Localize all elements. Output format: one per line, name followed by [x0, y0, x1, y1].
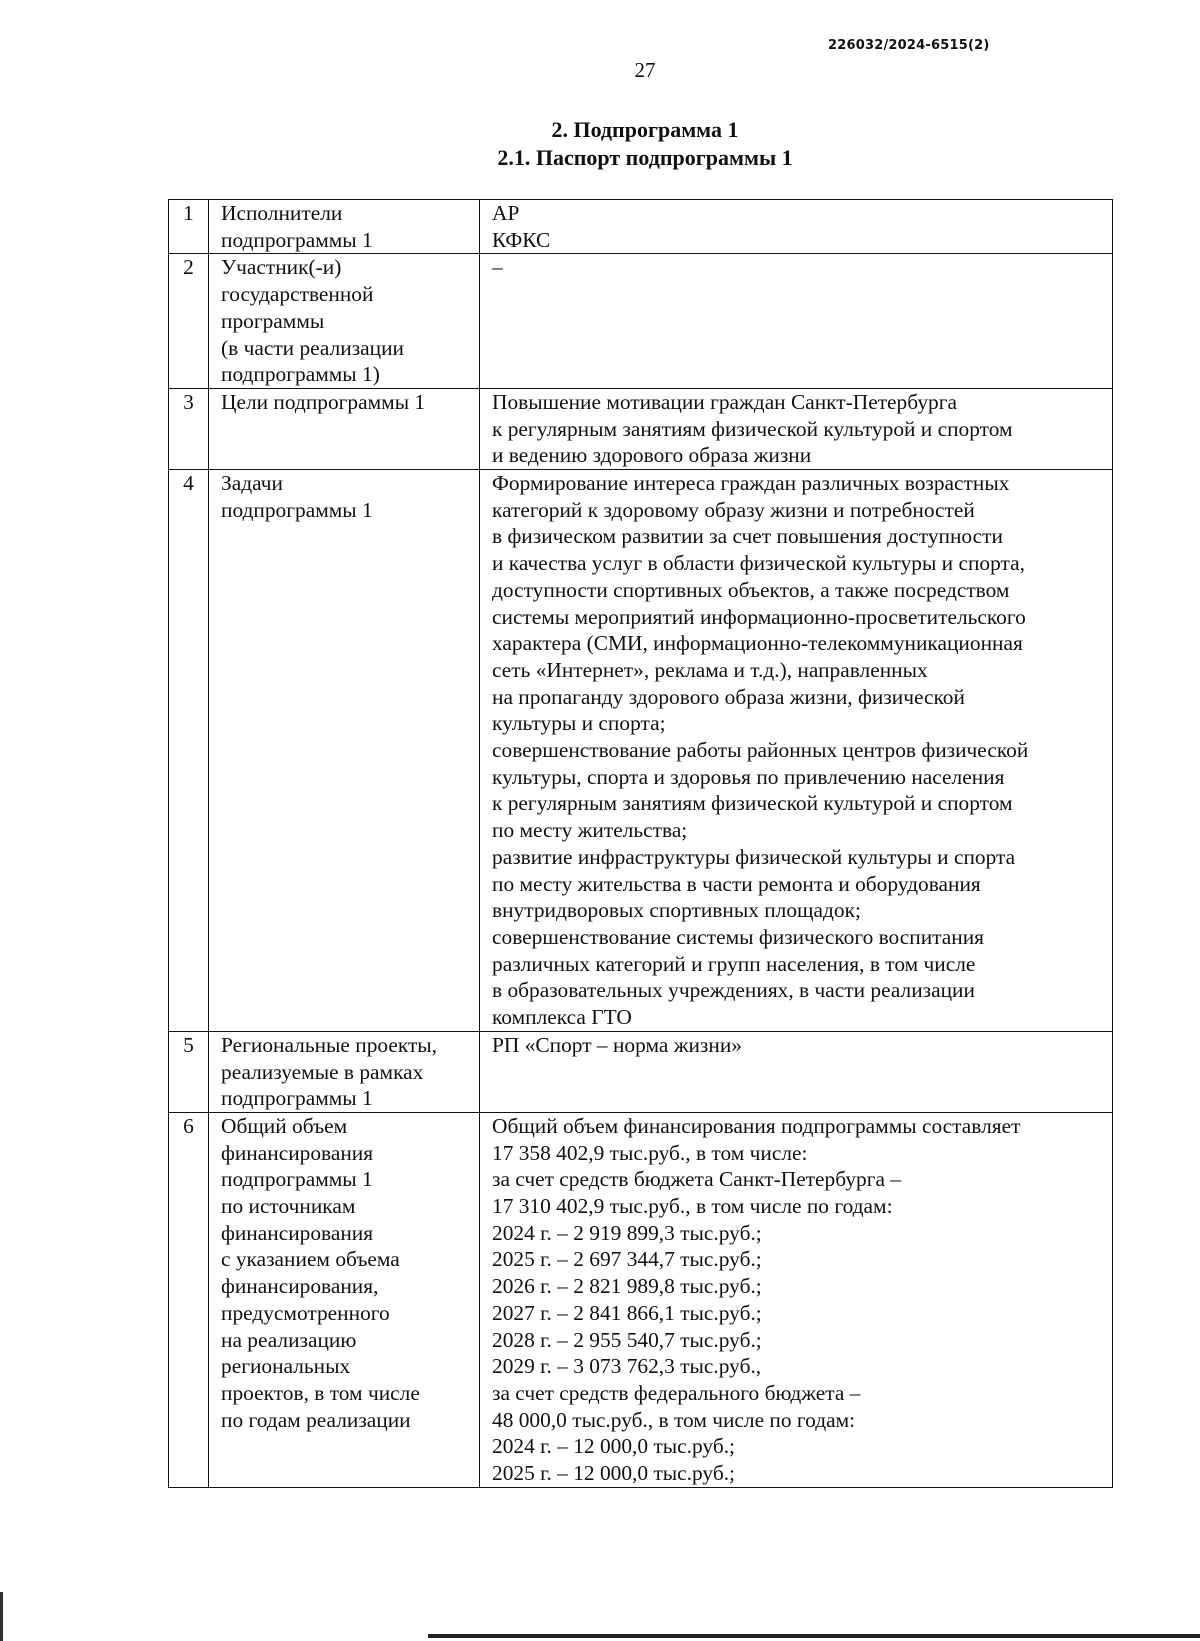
row-value-line: 2025 г. – 2 697 344,7 тыс.руб.;: [492, 1247, 762, 1272]
row-value-line: за счет средств федерального бюджета –: [492, 1380, 861, 1405]
row-label-line: подпрограммы 1): [221, 362, 380, 387]
row-label-line: программы: [221, 308, 325, 333]
row-value-line: по месту жительства в части ремонта и оборудования: [492, 871, 981, 896]
row-number: 5: [169, 1031, 209, 1112]
row-value-line: 2026 г. – 2 821 989,8 тыс.руб.;: [492, 1274, 762, 1299]
document-id: 226032/2024-6515(2): [828, 38, 990, 53]
row-value: [480, 388, 1113, 469]
title-line-1: 2. Подпрограмма 1: [551, 117, 739, 142]
scan-edge-mark: [0, 1592, 3, 1641]
row-label-line: Региональные проекты,: [221, 1032, 438, 1057]
row-label-line: Цели подпрограммы 1: [221, 389, 426, 414]
row-value: [480, 1112, 1113, 1487]
row-label-line: проектов, в том числе: [221, 1380, 420, 1405]
row-value-line: 2027 г. – 2 841 866,1 тыс.руб.;: [492, 1300, 762, 1325]
row-value-line: совершенствование системы физического воспитания: [492, 924, 985, 949]
row-label-line: по источникам: [221, 1194, 356, 1219]
row-label-line: Задачи: [221, 471, 283, 496]
bottom-rule: [428, 1634, 1200, 1638]
row-value-line: системы мероприятий информационно-просветительского: [492, 604, 1026, 629]
row-value-line: РП «Спорт – норма жизни»: [492, 1032, 742, 1057]
row-value-line: развитие инфраструктуры физической культуры и спорта: [492, 844, 1016, 869]
passport-table-body: [169, 200, 1113, 1488]
row-label: [209, 388, 480, 469]
table-row: [169, 254, 1113, 389]
row-value-line: 48 000,0 тыс.руб., в том числе по годам:: [492, 1407, 856, 1432]
row-value-line: за счет средств бюджета Санкт-Петербурга –: [492, 1167, 902, 1192]
row-value-line: и качества услуг в области физической культуры и спорта,: [492, 551, 1025, 576]
row-value-line: 2028 г. – 2 955 540,7 тыс.руб.;: [492, 1327, 762, 1352]
row-label-line: подпрограммы 1: [221, 497, 373, 522]
row-label-line: по годам реализации: [221, 1407, 411, 1432]
row-number: 2: [169, 254, 209, 389]
row-value-line: Общий объем финансирования подпрограммы составляет: [492, 1113, 1021, 1138]
page-number: 27: [634, 58, 656, 82]
table-row: [169, 388, 1113, 469]
row-label-line: с указанием объема: [221, 1247, 400, 1272]
row-label-line: подпрограммы 1: [221, 1167, 373, 1192]
row-value-line: 17 358 402,9 тыс.руб., в том числе:: [492, 1140, 808, 1165]
row-label: [209, 470, 480, 1032]
row-label-line: реализуемые в рамках: [221, 1059, 424, 1084]
row-label: [209, 1112, 480, 1487]
row-label-line: Участник(-и): [221, 255, 342, 280]
row-label-line: финансирования,: [221, 1274, 379, 1299]
row-value-line: 2029 г. – 3 073 762,3 тыс.руб.,: [492, 1354, 762, 1379]
row-number: 4: [169, 470, 209, 1032]
table-row: [169, 470, 1113, 1032]
row-value-line: в физическом развитии за счет повышения доступности: [492, 524, 1003, 549]
row-label-line: государственной: [221, 282, 374, 307]
row-label-line: Исполнители: [221, 201, 343, 225]
row-label-line: на реализацию: [221, 1327, 357, 1352]
row-value-line: в образовательных учреждениях, в части реализации: [492, 978, 975, 1003]
row-number: 1: [169, 200, 209, 254]
passport-table: [168, 199, 1113, 1488]
row-value-line: внутридворовых спортивных площадок;: [492, 898, 861, 923]
row-value: [480, 470, 1113, 1032]
row-value-line: характера (СМИ, информационно-телекоммуникационная: [492, 631, 1023, 656]
row-label-line: финансирования: [221, 1140, 374, 1165]
row-number: 6: [169, 1112, 209, 1487]
row-label-line: предусмотренного: [221, 1300, 390, 1325]
row-label-line: региональных: [221, 1354, 351, 1379]
row-value-line: Повышение мотивации граждан Санкт-Петербурга: [492, 389, 957, 414]
row-value-line: 2024 г. – 12 000,0 тыс.руб.;: [492, 1434, 736, 1459]
row-label: [209, 200, 480, 254]
row-value-line: совершенствование работы районных центров физической: [492, 738, 1029, 763]
title-line-2: 2.1. Паспорт подпрограммы 1: [497, 145, 793, 170]
row-label: [209, 1031, 480, 1112]
row-value-line: культуры, спорта и здоровья по привлечению населения: [492, 764, 1005, 789]
row-value-line: различных категорий и групп населения, в том числе: [492, 951, 976, 976]
table-row: [169, 1112, 1113, 1487]
row-value-line: комплекса ГТО: [492, 1005, 632, 1030]
row-value-line: культуры и спорта;: [492, 711, 666, 736]
row-value: [480, 1031, 1113, 1112]
row-label-line: подпрограммы 1: [221, 227, 373, 252]
row-value-line: категорий к здоровому образу жизни и потребностей: [492, 497, 975, 522]
row-number: 3: [169, 388, 209, 469]
row-value-line: Формирование интереса граждан различных возрастных: [492, 471, 1010, 496]
row-label-line: Общий объем: [221, 1113, 348, 1138]
row-value-line: по месту жительства;: [492, 818, 688, 843]
row-label-line: финансирования: [221, 1220, 374, 1245]
row-value-line: и ведению здорового образа жизни: [492, 443, 812, 468]
row-value-line: КФКС: [492, 227, 551, 252]
table-row: [169, 200, 1113, 254]
section-title: [0, 116, 1200, 172]
row-value-line: на пропаганду здорового образа жизни, физической: [492, 684, 965, 709]
row-value-line: доступности спортивных объектов, а также посредством: [492, 577, 1010, 602]
row-value: [480, 200, 1113, 254]
row-value-line: –: [492, 255, 503, 280]
row-value: [480, 254, 1113, 389]
row-label-line: подпрограммы 1: [221, 1086, 373, 1111]
row-value-line: 2025 г. – 12 000,0 тыс.руб.;: [492, 1461, 736, 1486]
row-value-line: к регулярным занятиям физической культурой и спортом: [492, 791, 1013, 816]
row-value-line: АР: [492, 201, 520, 225]
row-value-line: к регулярным занятиям физической культурой и спортом: [492, 416, 1013, 441]
row-value-line: 2024 г. – 2 919 899,3 тыс.руб.;: [492, 1220, 762, 1245]
table-row: [169, 1031, 1113, 1112]
row-value-line: сеть «Интернет», реклама и т.д.), направленных: [492, 657, 928, 682]
row-label-line: (в части реализации: [221, 335, 405, 360]
row-label: [209, 254, 480, 389]
row-value-line: 17 310 402,9 тыс.руб., в том числе по годам:: [492, 1194, 893, 1219]
